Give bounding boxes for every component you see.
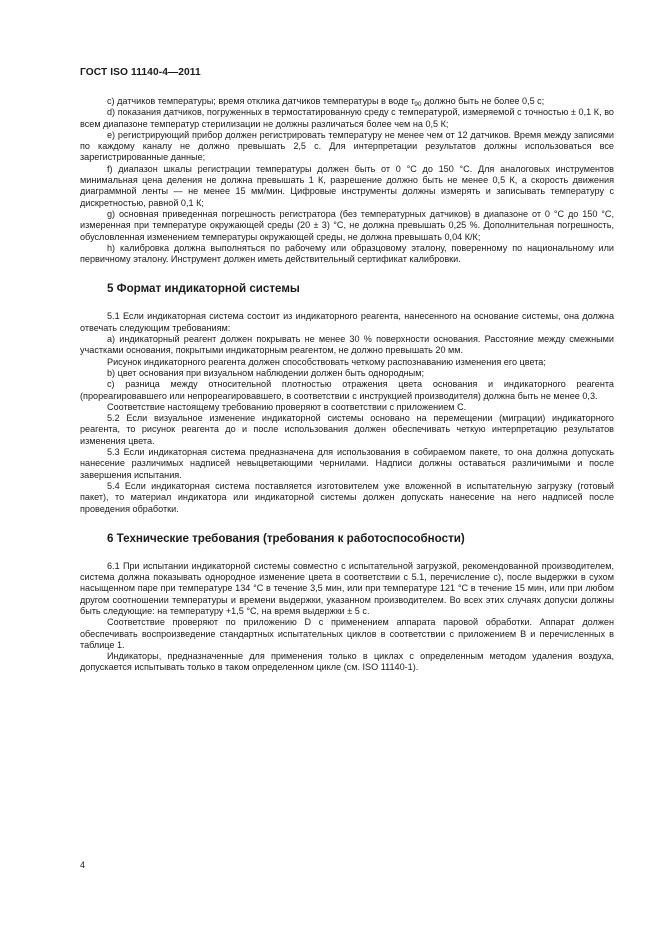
section-6-heading: 6 Технические требования (требования к работоспособности) — [107, 531, 465, 545]
paragraph-h: h) калибровка должна выполняться по рабочему или образцовому эталону, поверенному по национальному или первичному эталону. Инструмент должен иметь действительный сертификат калибровки. — [80, 242, 614, 265]
document-header: ГОСТ ISO 11140-4—2011 — [80, 67, 201, 78]
paragraph-5-1-a: а) индикаторный реагент должен покрывать не менее 30 % поверхности основания. Расстояние между смежными участками основания, покрытыми индикаторным реагентом, не должно превышать 20 мм. — [80, 334, 614, 356]
paragraph-5-1-b: b) цвет основания при визуальном наблюдении должен быть однородным; — [107, 367, 425, 378]
paragraph-6-1: 6.1 При испытании индикаторной системы совместно с испытательной загрузкой, рекомендованной производителем, система должна показывать однородное изменение цвета в соответствии с 5.1, перечисление с), после выдержки в сухом насыщенном паре при температуре 134 °С в течение 3,5 мин, или при температуре 121 °С в течение 15 мин, или при любом другом соотношении температуры и времени выдержки, указанном производителем. Во всех этих случаях допуски должны быть следующие: на температуру +1,5 °С, на время выдержки ± 5 с. — [80, 560, 614, 616]
paragraph-6-1-indicators: Индикаторы, предназначенные для применения только в циклах с определенным методом удаления воздуха, допускается испытывать только в таком определенном цикле (см. ISO 11140-1). — [80, 651, 614, 673]
paragraph-d: d) показания датчиков, погруженных в термостатированную среду с температурой, измеряемой с точностью ± 0,1 К, во всем диапазоне температур стерилизации не должны различаться более чем на 0,5 К; — [80, 107, 614, 129]
paragraph-5-1-compliance: Соответствие настоящему требованию проверяют в соответствии с приложением С. — [107, 401, 467, 412]
paragraph-6-1-compliance: Соответствие проверяют по приложению D с применением аппарата паровой обработки. Аппарат должен обеспечивать воспроизведение стандартных испытательных циклов в соответствии с приложением В и перечисленных в таблице 1. — [80, 617, 614, 650]
paragraph-5-2: 5.2 Если визуальное изменение индикаторной системы основано на перемещении (миграции) индикаторного реагента, то рисунок реагента до и после использования должен обеспечивать четкую интерпретацию результатов изменения цвета. — [80, 413, 614, 446]
paragraph-5-4: 5.4 Если индикаторная система поставляется изготовителем уже вложенной в испытательную загрузку (готовый пакет), то материал индикатора или индикаторной системы должен допускать нанесение на него надписей после проведения обработки. — [80, 480, 614, 514]
paragraph-c: с) датчиков температуры; время отклика датчиков температуры в воде $\tau_{90}$ должно быть не более 0,5 с; — [107, 96, 545, 108]
paragraph-e: е) регистрирующий прибор должен регистрировать температуру не менее чем от 12 датчиков. Время между записями по каждому каналу не должно превышать 2,5 с. Для интерпретации результатов должны использоваться все зарегистрированные данные; — [80, 129, 614, 163]
paragraph-5-3: 5.3 Если индикаторная система предназначена для использования в собираемом пакете, то она должна допускать нанесение различимых надписей невыцветающими чернилами. Надписи должны оставаться различимыми и после завершения испытания. — [80, 447, 614, 480]
page-number: 4 — [80, 860, 86, 870]
paragraph-5-1-figure: Рисунок индикаторного реагента должен способствовать четкому распознаванию изменения его цвета; — [107, 356, 546, 367]
paragraph-f: f) диапазон шкалы регистрации температуры должен быть от 0 °С до 150 °С. Для аналоговых инструментов минимальная цена деления не должна превышать 1 К, разрешение должно быть не менее 0,5 К, а скорость движения диаграммной ленты — не менее 15 мм/мин. Цифровые инструменты должны измерять и записывать температуру с дискретностью, равной 0,1 К; — [80, 163, 614, 208]
document-body — [80, 96, 614, 674]
section-5-heading: 5 Формат индикаторной системы — [107, 282, 300, 296]
paragraph-5-1: 5.1 Если индикаторная система состоит из индикаторного реагента, нанесенного на основание системы, она должна отвечать следующим требованиям: — [80, 311, 614, 333]
paragraph-5-1-c: с) разница между относительной плотностью отражения цвета основания и индикаторного реагента (прореагировавшего или непрореагировавшего, в соответствии с инструкцией производителя) должна быть не менее 0,3. — [80, 379, 614, 401]
paragraph-g: g) основная приведенная погрешность регистратора (без температурных датчиков) в диапазоне от 0 °С до 150 °С, измеренная при температуре окружающей среды (20 ± 3) °С, не должна превышать 0,25 %. Дополнительная погрешность, обусловленная изменением температуры окружающей среды, не должна превышать 0,04 К/К; — [80, 208, 614, 242]
